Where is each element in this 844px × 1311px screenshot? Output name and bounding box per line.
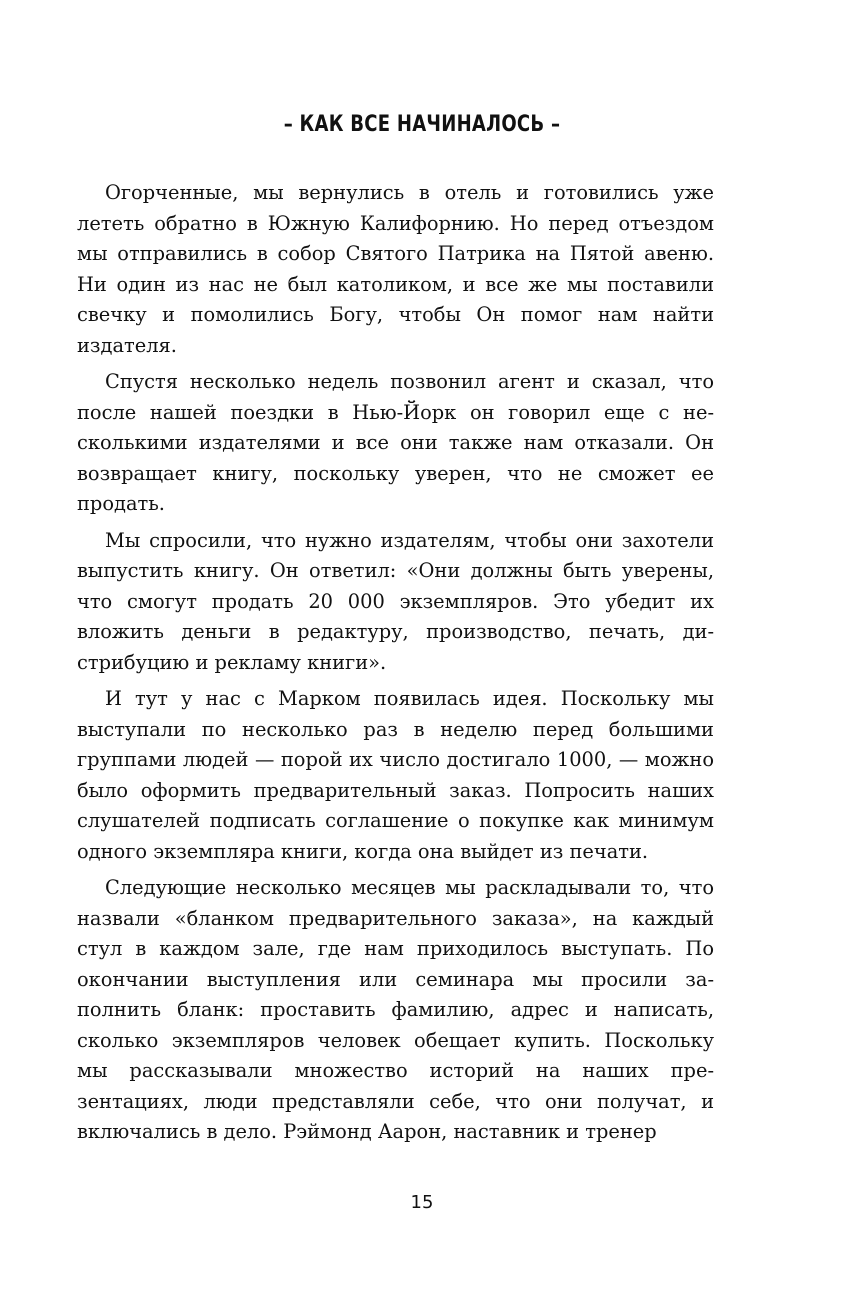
page-number: 15 — [410, 1192, 434, 1213]
paragraph: Мы спросили, что нужно издателям, чтобы они захотели выпустить книгу. Он ответил: «Они должны быть уверены, что смогут продать 20 000 экземпляров. Это убедит их вложить деньги в редактуру, производство, печать, дистрибуцию и рекламу книги». — [77, 528, 714, 674]
paragraph: Огорченные, мы вернулись в отель и готовились уже лететь обратно в Южную Калифорнию. Но перед отъездом мы отправились в собор Святого Патрика на Пятой авеню. Ни один из нас не был католиком, и все же мы поставили свечку и помолились Богу, чтобы Он помог нам найти издателя. — [77, 181, 714, 357]
paragraph: Спустя несколько недель позвонил агент и сказал, что после нашей поездки в Нью-Йорк он говорил еще с несколькими издателями и все они также нам отказали. Он возвращает книгу, поскольку уверен, что не сможет ее продать. — [77, 370, 714, 515]
chapter-running-header: – КАК ВСЕ НАЧИНАЛОСЬ – — [283, 112, 561, 137]
body-text — [77, 178, 714, 1148]
paragraph: Следующие несколько месяцев мы раскладывали то, что назвали «бланком предварительного заказа», на каждый стул в каждом зале, где нам приходилось выступать. По окончании выступления или семинара мы просили заполнить бланк: проставить фамилию, адрес и написать, сколько экземпляров человек обещает купить. Поскольку мы рассказывали множество историй на наших презентациях, люди представляли себе, что они получат, и включались в дело. Рэймонд Аарон, наставник и тренер — [77, 876, 714, 1143]
paragraph: И тут у нас с Марком появилась идея. Поскольку мы выступали по несколько раз в неделю перед большими группами людей — порой их число достигало 1000, — можно было оформить предварительный заказ. Попросить наших слушателей подписать соглашение о покупке как минимум одного экземпляра книги, когда она выйдет из печати. — [77, 687, 714, 863]
